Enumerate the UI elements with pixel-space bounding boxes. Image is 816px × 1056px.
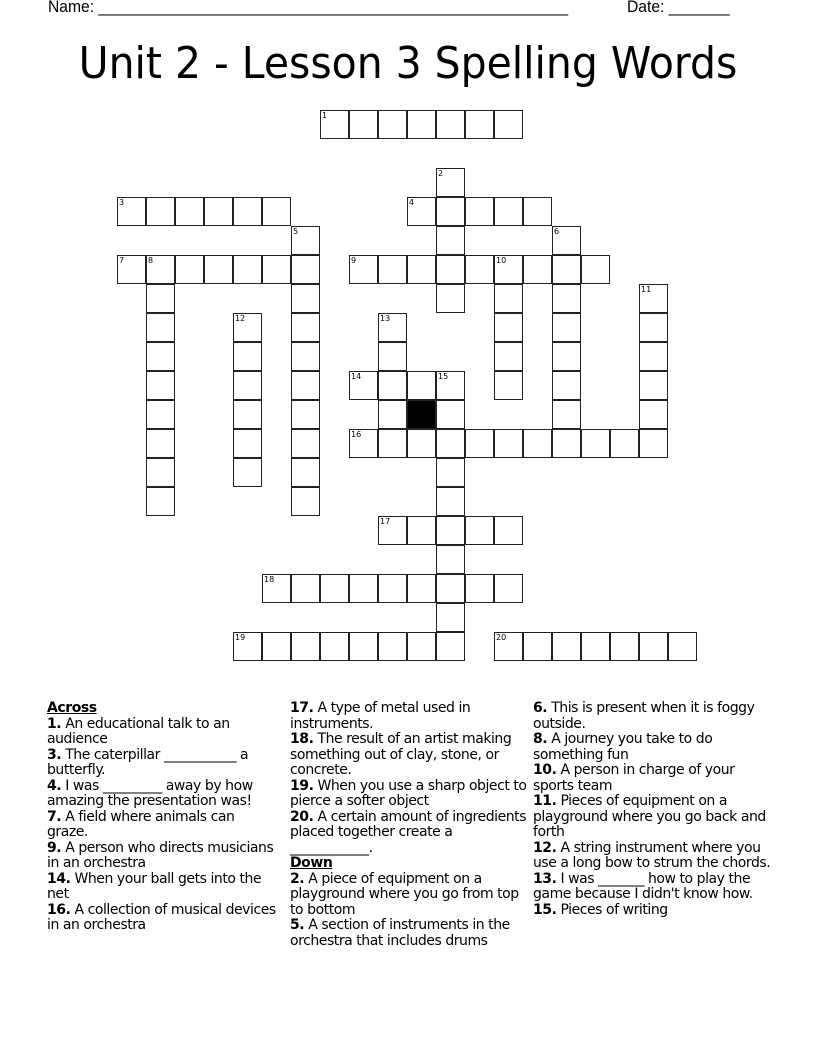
grid-cell[interactable] <box>436 458 465 487</box>
clue-number: 20 <box>496 633 507 642</box>
grid-cell[interactable] <box>146 284 175 313</box>
grid-cell[interactable] <box>523 429 552 458</box>
grid-cell[interactable] <box>581 632 610 661</box>
grid-cell[interactable] <box>552 255 581 284</box>
grid-cell[interactable] <box>407 429 436 458</box>
grid-cell[interactable] <box>436 197 465 226</box>
grid-cell[interactable] <box>349 110 378 139</box>
grid-cell[interactable] <box>407 197 436 226</box>
grid-cell[interactable] <box>552 400 581 429</box>
grid-cell[interactable] <box>494 574 523 603</box>
black-cell <box>407 400 436 429</box>
grid-cell[interactable] <box>291 574 320 603</box>
grid-cell[interactable] <box>117 197 146 226</box>
grid-cell[interactable] <box>146 313 175 342</box>
grid-cell[interactable] <box>291 342 320 371</box>
grid-cell[interactable] <box>291 400 320 429</box>
grid-cell[interactable] <box>436 603 465 632</box>
clue-number: 2 <box>438 169 444 178</box>
grid-cell[interactable] <box>407 632 436 661</box>
grid-cell[interactable] <box>436 574 465 603</box>
grid-cell[interactable] <box>436 226 465 255</box>
across-clue: 3. The caterpillar ___________ a butterfly. <box>47 746 249 778</box>
grid-cell[interactable] <box>349 632 378 661</box>
grid-cell[interactable] <box>436 400 465 429</box>
grid-cell[interactable] <box>436 429 465 458</box>
grid-cell[interactable] <box>262 255 291 284</box>
down-clue: 10. A person in charge of your sports team <box>533 762 735 794</box>
grid-cell[interactable] <box>494 371 523 400</box>
down-heading: Down <box>290 855 333 871</box>
grid-cell[interactable] <box>494 284 523 313</box>
grid-cell[interactable] <box>436 371 465 400</box>
grid-cell[interactable] <box>494 342 523 371</box>
clue-number: 12 <box>235 314 246 323</box>
grid-cell[interactable] <box>494 632 523 661</box>
grid-cell[interactable] <box>465 516 494 545</box>
clue-number: 6 <box>554 227 560 236</box>
clue-number: 17 <box>380 517 391 526</box>
grid-cell[interactable] <box>436 516 465 545</box>
grid-cell[interactable] <box>378 632 407 661</box>
grid-cell[interactable] <box>552 342 581 371</box>
grid-cell[interactable] <box>146 458 175 487</box>
grid-cell[interactable] <box>233 342 262 371</box>
date-field[interactable]: Date: _______ <box>627 0 730 16</box>
grid-cell[interactable] <box>581 255 610 284</box>
grid-cell[interactable] <box>639 313 668 342</box>
clue-number: 7 <box>119 256 125 265</box>
grid-cell[interactable] <box>436 110 465 139</box>
clue-number: 19 <box>235 633 246 642</box>
grid-cell[interactable] <box>175 197 204 226</box>
clue-number: 13 <box>380 314 391 323</box>
grid-cell[interactable] <box>436 284 465 313</box>
grid-cell[interactable] <box>523 197 552 226</box>
grid-cell[interactable] <box>146 487 175 516</box>
grid-cell[interactable] <box>436 487 465 516</box>
down-clue: 12. A string instrument where you use a long bow to strum the chords. <box>533 839 771 871</box>
clues-column-1 <box>47 701 279 934</box>
grid-cell[interactable] <box>320 110 349 139</box>
grid-cell[interactable] <box>552 313 581 342</box>
grid-cell[interactable] <box>436 545 465 574</box>
grid-cell[interactable] <box>146 429 175 458</box>
across-clue: 7. A field where animals can graze. <box>47 808 235 840</box>
down-clue: 6. This is present when it is foggy outside. <box>533 700 755 732</box>
grid-cell[interactable] <box>291 226 320 255</box>
grid-cell[interactable] <box>378 400 407 429</box>
grid-cell[interactable] <box>610 429 639 458</box>
grid-cell[interactable] <box>639 632 668 661</box>
clue-number: 1 <box>322 111 328 120</box>
down-clue: 13. I was _______ how to play the game because I didn't know how. <box>533 870 753 902</box>
grid-cell[interactable] <box>378 371 407 400</box>
grid-cell[interactable] <box>639 400 668 429</box>
grid-cell[interactable] <box>581 429 610 458</box>
grid-cell[interactable] <box>262 632 291 661</box>
clue-number: 14 <box>351 372 362 381</box>
grid-cell[interactable] <box>494 516 523 545</box>
across-clue: 14. When your ball gets into the net <box>47 870 262 902</box>
grid-cell[interactable] <box>378 429 407 458</box>
grid-cell[interactable] <box>291 255 320 284</box>
grid-cell[interactable] <box>465 255 494 284</box>
grid-cell[interactable] <box>668 632 697 661</box>
grid-cell[interactable] <box>349 429 378 458</box>
grid-cell[interactable] <box>552 371 581 400</box>
grid-cell[interactable] <box>407 516 436 545</box>
grid-cell[interactable] <box>291 487 320 516</box>
grid-cell[interactable] <box>610 632 639 661</box>
grid-cell[interactable] <box>146 371 175 400</box>
grid-cell[interactable] <box>233 429 262 458</box>
grid-cell[interactable] <box>233 458 262 487</box>
clue-number: 4 <box>409 198 415 207</box>
grid-cell[interactable] <box>291 429 320 458</box>
grid-cell[interactable] <box>233 197 262 226</box>
grid-cell[interactable] <box>378 313 407 342</box>
grid-cell[interactable] <box>552 226 581 255</box>
down-clue: 2. A piece of equipment on a playground where you go from top to bottom <box>290 870 519 918</box>
grid-cell[interactable] <box>146 400 175 429</box>
clue-number: 3 <box>119 198 125 207</box>
grid-cell[interactable] <box>552 284 581 313</box>
grid-cell[interactable] <box>291 632 320 661</box>
grid-cell[interactable] <box>523 632 552 661</box>
grid-cell[interactable] <box>494 429 523 458</box>
grid-cell[interactable] <box>378 110 407 139</box>
grid-cell[interactable] <box>465 110 494 139</box>
grid-cell[interactable] <box>320 632 349 661</box>
across-clue: 18. The result of an artist making something out of clay, stone, or concrete. <box>290 731 512 778</box>
clues-column-2 <box>290 701 530 949</box>
across-clue: 19. When you use a sharp object to pierce a softer object <box>290 777 527 809</box>
grid-cell[interactable] <box>378 516 407 545</box>
grid-cell[interactable] <box>291 371 320 400</box>
down-clue: 5. A section of instruments in the orchestra that includes drums <box>290 917 510 949</box>
down-clue: 8. A journey you take to do something fun <box>533 731 713 763</box>
grid-cell[interactable] <box>262 197 291 226</box>
clue-number: 9 <box>351 256 357 265</box>
grid-cell[interactable] <box>407 574 436 603</box>
grid-cell[interactable] <box>494 197 523 226</box>
grid-cell[interactable] <box>175 255 204 284</box>
clues-column-3 <box>533 701 773 918</box>
grid-cell[interactable] <box>639 429 668 458</box>
grid-cell[interactable] <box>146 342 175 371</box>
grid-cell[interactable] <box>291 458 320 487</box>
grid-cell[interactable] <box>204 197 233 226</box>
across-clue: 20. A certain amount of ingredients placed together create a ____________. <box>290 808 527 856</box>
grid-cell[interactable] <box>436 168 465 197</box>
clue-number: 8 <box>148 256 154 265</box>
page-title: Unit 2 - Lesson 3 Spelling Words <box>78 38 738 89</box>
grid-cell[interactable] <box>146 255 175 284</box>
grid-cell[interactable] <box>233 632 262 661</box>
grid-cell[interactable] <box>465 429 494 458</box>
grid-cell[interactable] <box>378 574 407 603</box>
grid-cell[interactable] <box>378 342 407 371</box>
grid-cell[interactable] <box>436 255 465 284</box>
across-clue: 4. I was _________ away by how amazing the presentation was! <box>47 777 253 809</box>
clue-number: 10 <box>496 256 507 265</box>
grid-cell[interactable] <box>262 574 291 603</box>
grid-cell[interactable] <box>233 313 262 342</box>
grid-cell[interactable] <box>233 371 262 400</box>
grid-cell[interactable] <box>320 574 349 603</box>
grid-cell[interactable] <box>465 574 494 603</box>
across-clue: 1. An educational talk to an audience <box>47 715 230 747</box>
grid-cell[interactable] <box>233 400 262 429</box>
grid-cell[interactable] <box>465 197 494 226</box>
grid-cell[interactable] <box>494 255 523 284</box>
grid-cell[interactable] <box>349 371 378 400</box>
down-clue: 15. Pieces of writing <box>533 901 668 918</box>
clue-number: 15 <box>438 372 449 381</box>
clue-number: 16 <box>351 430 362 439</box>
grid-cell[interactable] <box>523 255 552 284</box>
across-clue: 16. A collection of musical devices in an orchestra <box>47 901 276 933</box>
grid-cell[interactable] <box>233 255 262 284</box>
grid-cell[interactable] <box>378 255 407 284</box>
across-heading: Across <box>47 700 97 716</box>
down-clue: 11. Pieces of equipment on a playground where you go back and forth <box>533 793 766 840</box>
grid-cell[interactable] <box>494 313 523 342</box>
grid-cell[interactable] <box>407 371 436 400</box>
grid-cell[interactable] <box>291 284 320 313</box>
across-clue: 9. A person who directs musicians in an orchestra <box>47 839 274 871</box>
grid-cell[interactable] <box>349 255 378 284</box>
grid-cell[interactable] <box>552 429 581 458</box>
grid-cell[interactable] <box>146 197 175 226</box>
grid-cell[interactable] <box>436 632 465 661</box>
grid-cell[interactable] <box>204 255 233 284</box>
grid-cell[interactable] <box>494 110 523 139</box>
grid-cell[interactable] <box>639 284 668 313</box>
grid-cell[interactable] <box>407 110 436 139</box>
grid-cell[interactable] <box>639 342 668 371</box>
grid-cell[interactable] <box>407 255 436 284</box>
clue-number: 18 <box>264 575 275 584</box>
grid-cell[interactable] <box>117 255 146 284</box>
grid-cell[interactable] <box>291 313 320 342</box>
grid-cell[interactable] <box>639 371 668 400</box>
grid-cell[interactable] <box>349 574 378 603</box>
grid-cell[interactable] <box>552 632 581 661</box>
clue-number: 5 <box>293 227 299 236</box>
clue-number: 11 <box>641 285 652 294</box>
across-clue: 17. A type of metal used in instruments. <box>290 700 471 732</box>
name-field[interactable]: Name: ______________________________________________________ <box>48 0 569 16</box>
